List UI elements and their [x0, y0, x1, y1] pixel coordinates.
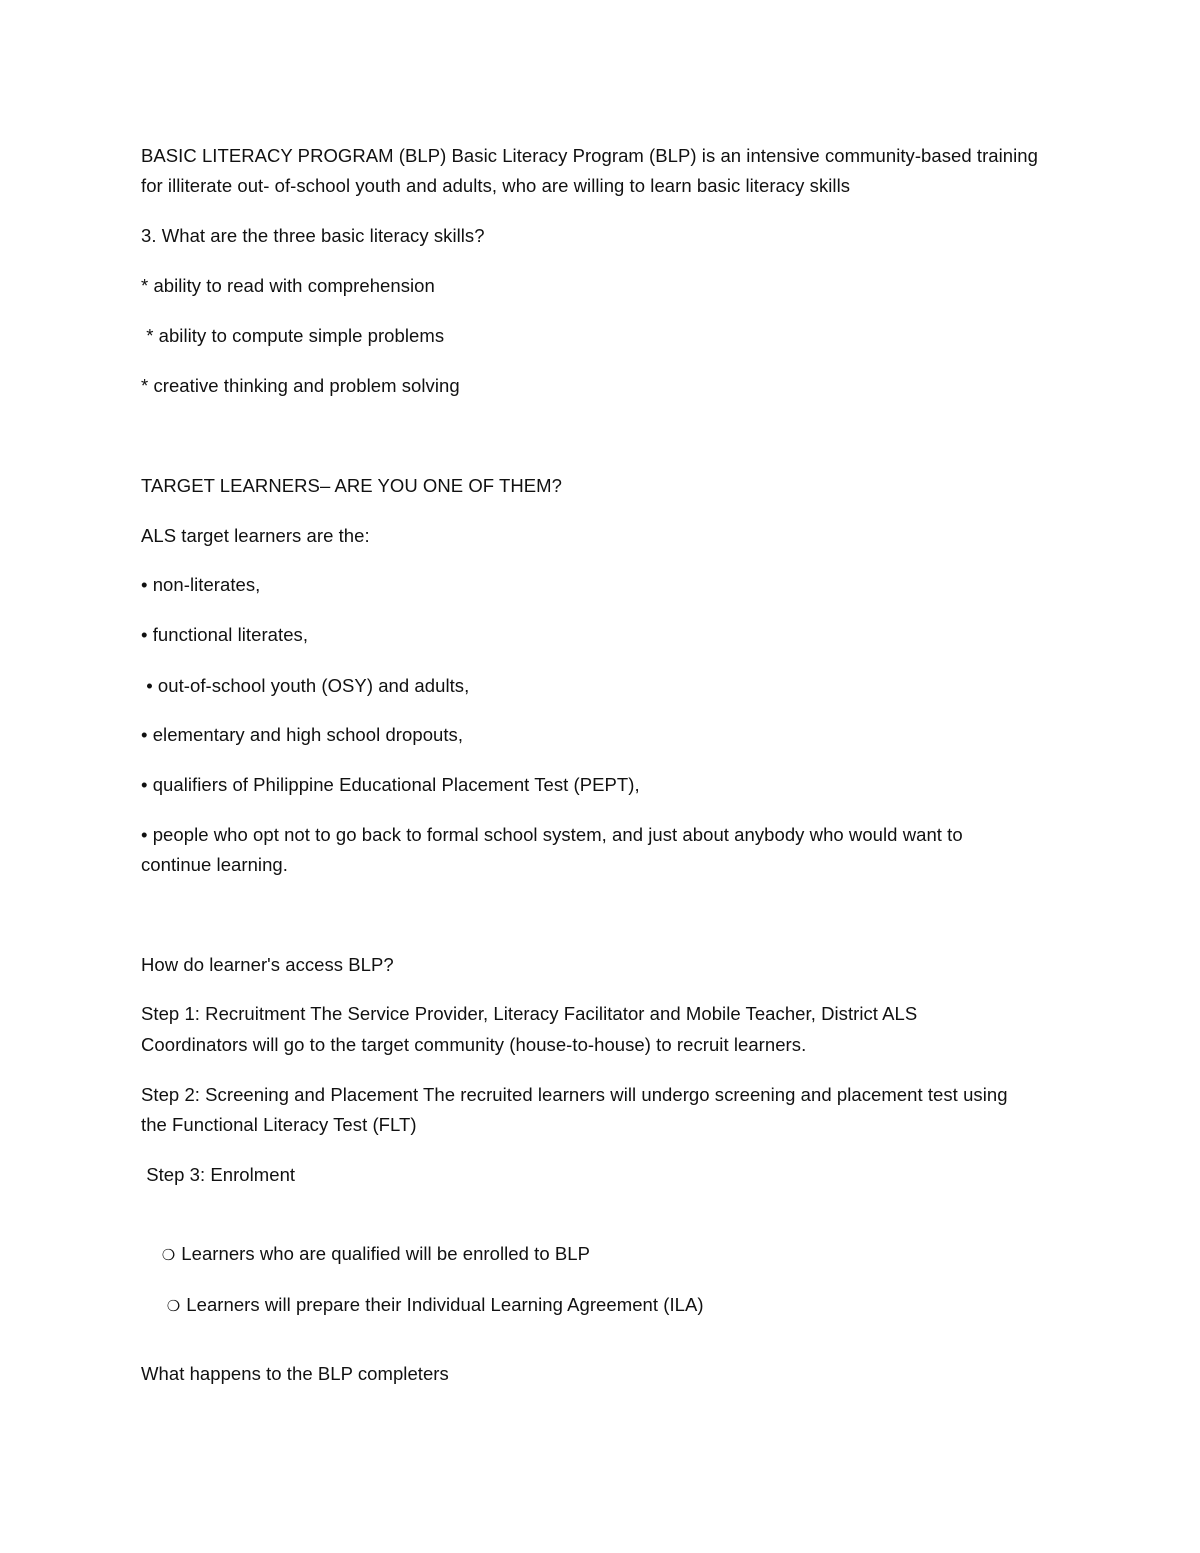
target-item-osy: • out-of-school youth (OSY) and adults, [141, 675, 470, 696]
skill-item-thinking: * creative thinking and problem solving [141, 375, 460, 396]
step-three-item-qualified-text: Learners who are qualified will be enrolled to BLP [181, 1243, 590, 1264]
target-item-dropouts: • elementary and high school dropouts, [141, 724, 464, 745]
skill-item-compute: * ability to compute simple problems [141, 325, 445, 346]
step-one-line-2: Coordinators will go to the target community (house-to-house) to recruit learners. [141, 1034, 807, 1055]
skill-item-read: * ability to read with comprehension [141, 275, 435, 296]
intro-line-1: BASIC LITERACY PROGRAM (BLP) Basic Literacy Program (BLP) is an intensive community-based training [141, 145, 1038, 166]
target-item-functional-literates: • functional literates, [141, 624, 309, 645]
step-three-item-ila [146, 1260, 1066, 1351]
question-three: 3. What are the three basic literacy skills? [141, 225, 485, 246]
target-learners-intro: ALS target learners are the: [141, 525, 370, 546]
step-two-line-1: Step 2: Screening and Placement The recruited learners will undergo screening and placement test using [141, 1084, 1008, 1105]
access-heading: How do learner's access BLP? [141, 954, 394, 975]
target-item-pept: • qualifiers of Philippine Educational Placement Test (PEPT), [141, 774, 640, 795]
target-learners-heading: TARGET LEARNERS– ARE YOU ONE OF THEM? [141, 475, 562, 496]
target-item-opt-out-line-1: • people who opt not to go back to formal school system, and just about anybody who would want to [141, 824, 963, 845]
target-item-non-literates: • non-literates, [141, 574, 261, 595]
step-three-item-ila-text: Learners will prepare their Individual Learning Agreement (ILA) [186, 1294, 704, 1315]
intro-line-2: for illiterate out- of-school youth and adults, who are willing to learn basic literacy skills [141, 175, 851, 196]
step-one-line-1: Step 1: Recruitment The Service Provider, Literacy Facilitator and Mobile Teacher, District ALS [141, 1003, 918, 1024]
circle-bullet-icon: ❍ [166, 1297, 181, 1315]
circle-bullet-icon: ❍ [161, 1246, 176, 1264]
step-three-heading: Step 3: Enrolment [141, 1164, 296, 1185]
completers-heading: What happens to the BLP completers [141, 1363, 449, 1384]
step-two-line-2: the Functional Literacy Test (FLT) [141, 1114, 417, 1135]
target-item-opt-out-line-2: continue learning. [141, 854, 288, 875]
